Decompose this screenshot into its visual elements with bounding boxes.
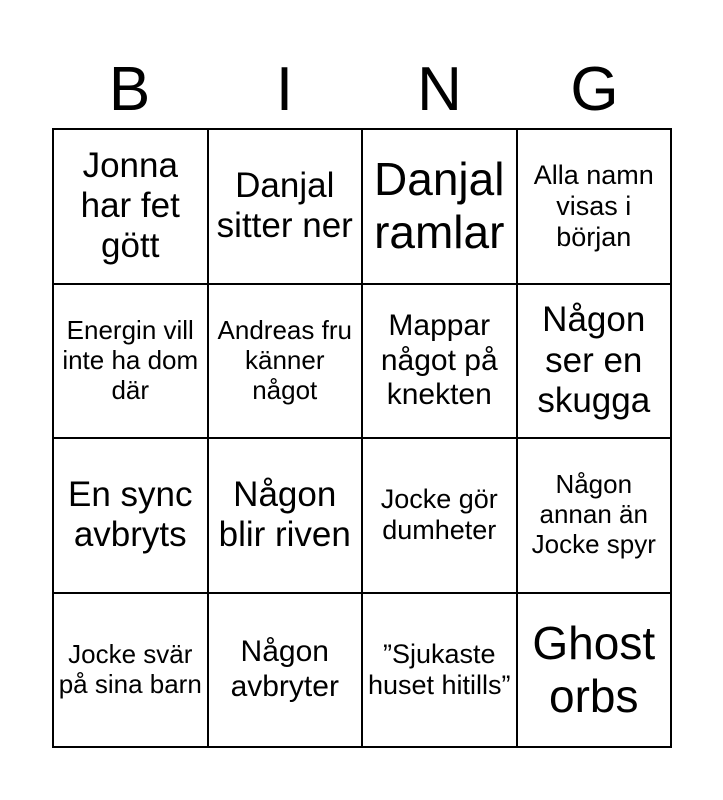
cell-text: Energin vill inte ha dom där [62, 314, 199, 405]
bingo-cell[interactable] [363, 439, 518, 594]
cell-text: En sync avbryts [68, 475, 193, 555]
cell-text: Jocke svär på sina barn [58, 638, 202, 699]
cell-text: Jocke gör dumheter [380, 484, 498, 546]
bingo-board [52, 128, 672, 748]
bingo-cell[interactable] [518, 130, 673, 285]
header-letter-g: G [570, 55, 619, 124]
bingo-cell[interactable] [363, 594, 518, 749]
bingo-cell[interactable] [363, 130, 518, 285]
cell-text: Någon avbryter [230, 635, 339, 703]
bingo-cell[interactable] [209, 594, 364, 749]
bingo-cell[interactable] [518, 285, 673, 440]
bingo-cell[interactable] [209, 130, 364, 285]
bingo-cell[interactable] [518, 439, 673, 594]
cell-text: Jonna har fet gött [80, 145, 180, 266]
bingo-cell[interactable] [518, 594, 673, 749]
bingo-cell[interactable] [54, 594, 209, 749]
header-letter-b: B [108, 55, 151, 124]
bingo-cell[interactable] [54, 130, 209, 285]
cell-text: Danjal ramlar [374, 153, 505, 259]
cell-text: Danjal sitter ner [216, 166, 353, 246]
cell-text: ”Sjukaste huset hitills” [367, 638, 511, 700]
bingo-cell[interactable] [54, 439, 209, 594]
bingo-cell[interactable] [209, 439, 364, 594]
header-letter-i: I [275, 55, 294, 124]
cell-text: Alla namn visas i början [533, 159, 654, 252]
bingo-cell[interactable] [363, 285, 518, 440]
header-letter-n: N [417, 55, 462, 124]
bingo-cell[interactable] [54, 285, 209, 440]
cell-text: Någon ser en skugga [537, 300, 651, 420]
cell-text: Ghost orbs [532, 616, 656, 722]
cell-text: Någon annan än Jocke spyr [531, 469, 656, 560]
cell-text: Någon blir riven [218, 475, 351, 555]
bingo-cell[interactable] [209, 285, 364, 440]
cell-text: Andreas fru känner något [217, 314, 352, 405]
cell-text: Mappar något på knekten [380, 309, 498, 411]
bingo-header [52, 52, 672, 128]
